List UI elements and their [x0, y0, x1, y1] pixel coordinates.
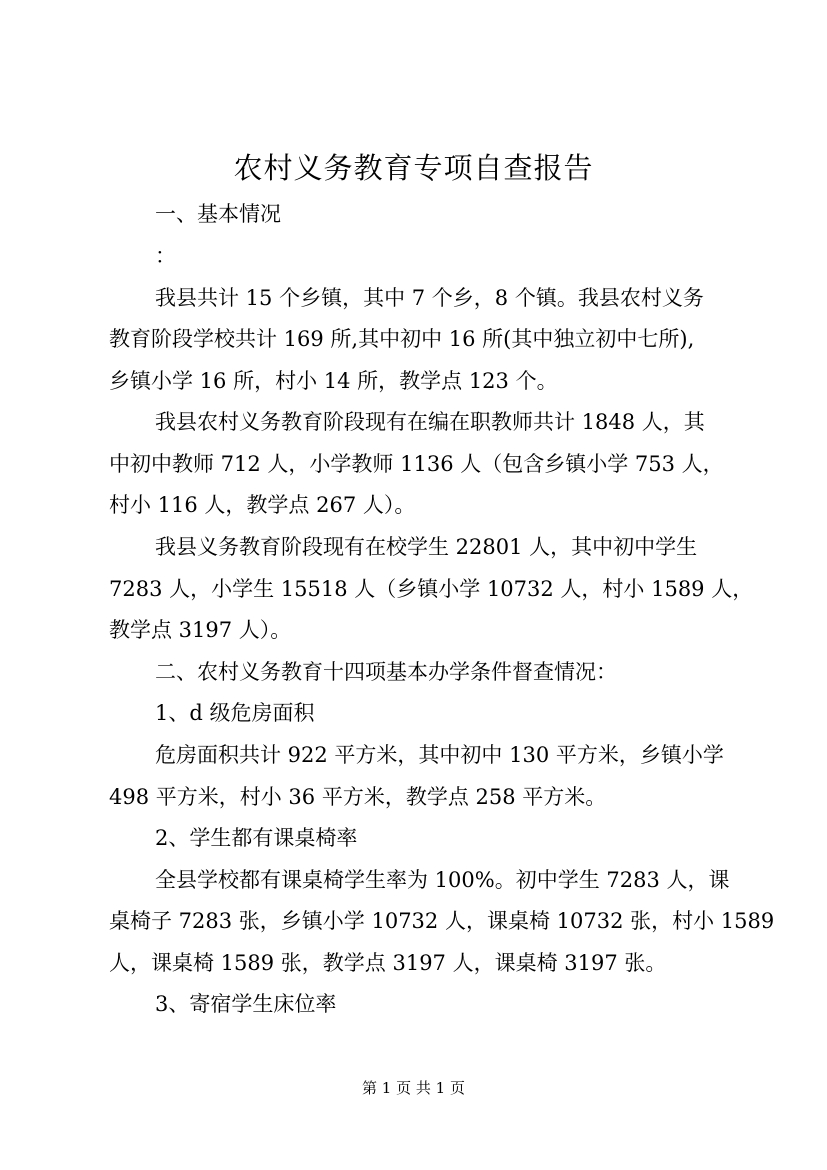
paragraph-line: 全县学校都有课桌椅学生率为 100%。初中学生 7283 人，课	[155, 868, 730, 892]
section-heading-conditions: 二、农村义务教育十四项基本办学条件督查情况：	[155, 660, 617, 684]
paragraph-line: ：	[155, 244, 176, 268]
paragraph-line: 中初中教师 712 人，小学教师 1136 人（包含乡镇小学 753 人，	[109, 452, 724, 476]
paragraph-line: 村小 116 人，教学点 267 人）。	[109, 493, 416, 517]
paragraph-line: 7283 人，小学生 15518 人（乡镇小学 10732 人，村小 1589 人，	[109, 577, 754, 601]
paragraph-line: 桌椅子 7283 张，乡镇小学 10732 人，课桌椅 10732 张，村小 1589	[109, 909, 775, 933]
paragraph-line: 人，课桌椅 1589 张，教学点 3197 人，课桌椅 3197 张。	[109, 951, 667, 975]
paragraph-line: 我县共计 15 个乡镇，其中 7 个乡，8 个镇。我县农村义务	[155, 286, 704, 310]
subsection-heading-beds: 3、寄宿学生床位率	[155, 992, 337, 1016]
paragraph-line: 教学点 3197 人）。	[109, 618, 292, 642]
subsection-heading-dangerous-buildings: 1、d 级危房面积	[155, 701, 315, 725]
paragraph-line: 教育阶段学校共计 169 所,其中初中 16 所(其中独立初中七所),	[109, 327, 695, 351]
subsection-heading-desks: 2、学生都有课桌椅率	[155, 826, 358, 850]
paragraph-line: 498 平方米，村小 36 平方米，教学点 258 平方米。	[109, 785, 607, 809]
paragraph-line: 乡镇小学 16 所，村小 14 所，教学点 123 个。	[109, 369, 558, 393]
section-heading-basic-info: 一、基本情况	[155, 202, 281, 226]
paragraph-line: 危房面积共计 922 平方米，其中初中 130 平方米，乡镇小学	[155, 743, 724, 767]
page-number-footer: 第 1 页 共 1 页	[362, 1079, 465, 1097]
paragraph-line: 我县农村义务教育阶段现有在编在职教师共计 1848 人，其	[155, 410, 705, 434]
paragraph-line: 我县义务教育阶段现有在校学生 22801 人，其中初中学生	[155, 535, 698, 559]
document-title: 农村义务教育专项自查报告	[233, 151, 594, 185]
